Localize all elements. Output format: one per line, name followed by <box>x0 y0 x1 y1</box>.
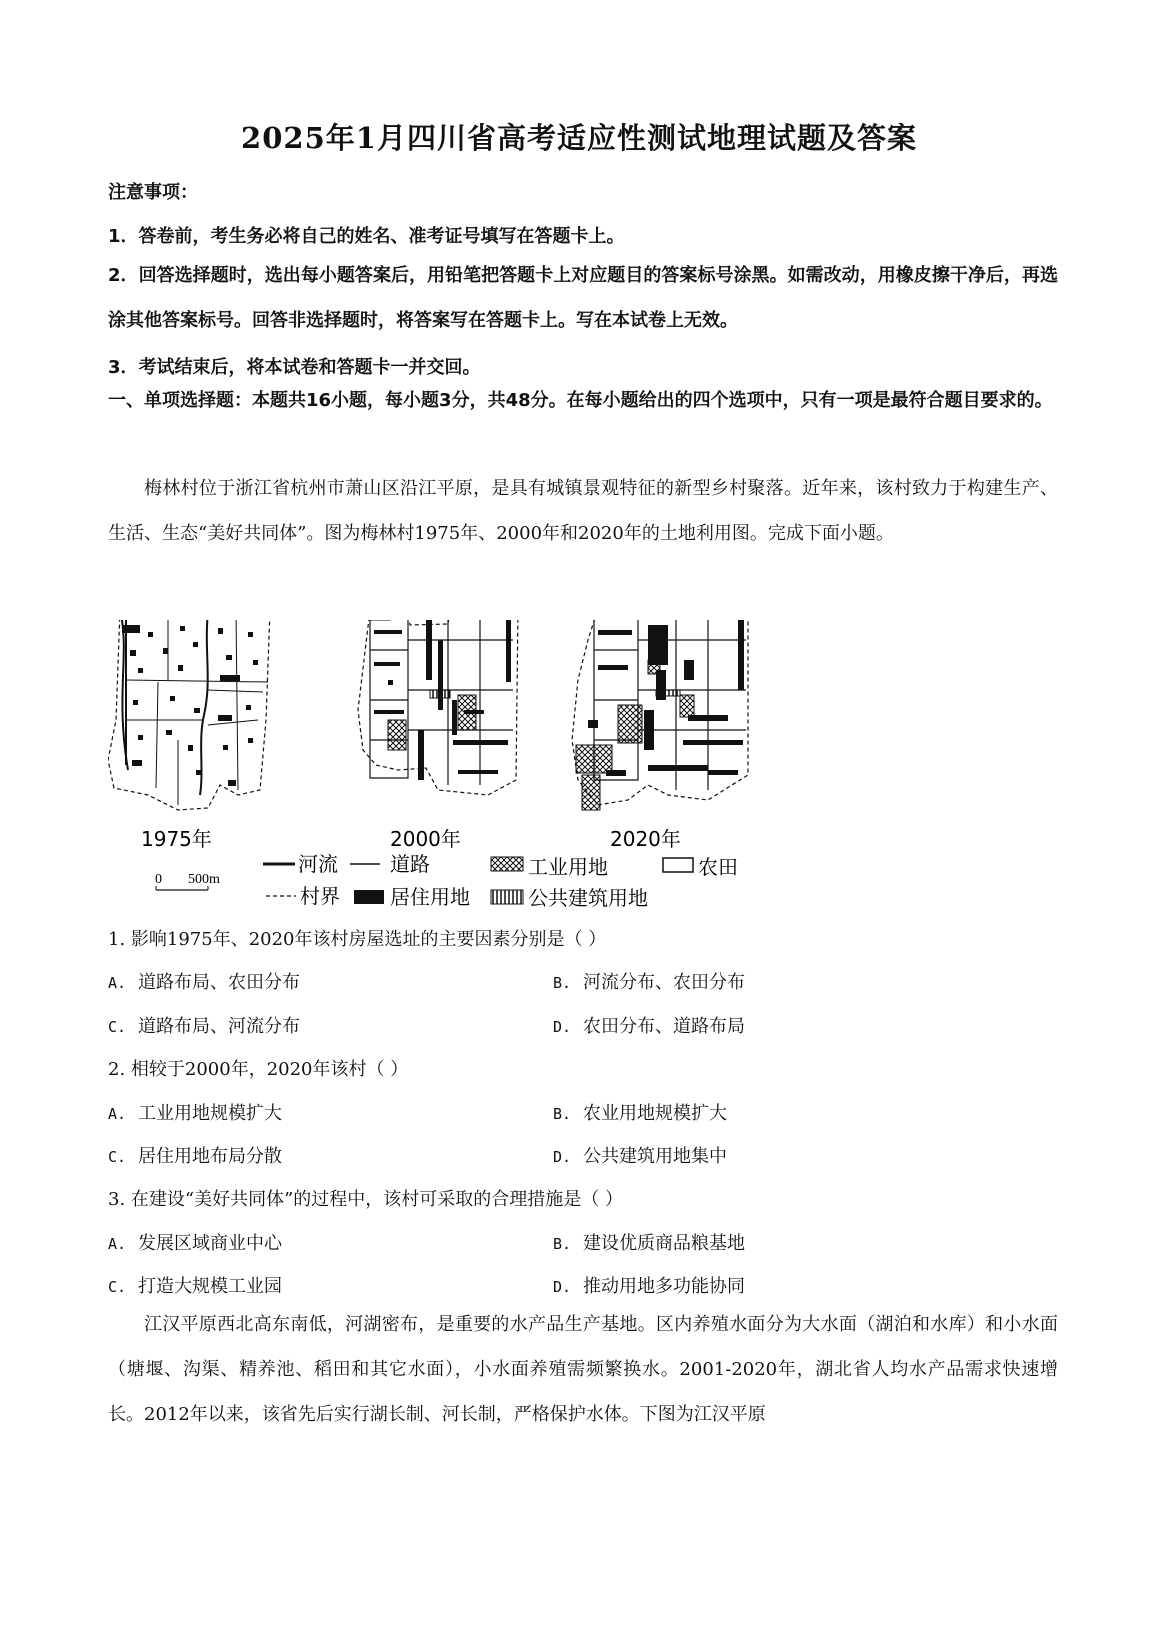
legend-industrial: 工业用地 <box>528 855 608 879</box>
section-heading: 一、单项选择题：本题共16小题，每小题3分，共48分。在每小题给出的四个选项中，只有一项是最符合题目要求的。 <box>108 390 1053 411</box>
map-2020 <box>572 620 748 851</box>
note-item: 2．回答选择题时，选出每小题答案后，用铅笔把答题卡上对应题目的答案标号涂黑。如需改动，用橡皮擦干净后，再选涂其他答案标号。回答非选择题时，将答案写在答题卡上。写在本试卷上无效。 <box>108 265 1058 331</box>
question-stem: 2. 相较于2000年，2020年该村（ ） <box>108 1059 409 1080</box>
legend-river: 河流 <box>298 852 338 876</box>
year-label: 2000年 <box>390 827 461 851</box>
passage-2: 江汉平原西北高东南低，河湖密布，是重要的水产品生产基地。区内养殖水面分为大水面（湖泊和水库）和小水面（塘堰、沟渠、精养池、稻田和其它水面），小水面养殖需频繁换水。2001-2020年，湖北省人均水产品需求快速增长。2012年以来，该省先后实行湖长制、河长制，严格保护水体。下图为江汉平原 <box>108 1314 1058 1425</box>
option-b[interactable]: B. 建设优质商品粮基地 <box>553 1233 745 1254</box>
legend-public: 公共建筑用地 <box>528 886 648 910</box>
year-label: 2020年 <box>610 827 681 851</box>
option-a[interactable]: A. 发展区域商业中心 <box>108 1233 282 1254</box>
question-stem: 1. 影响1975年、2020年该村房屋选址的主要因素分别是（ ） <box>108 929 607 950</box>
option-a[interactable]: A. 道路布局、农田分布 <box>108 972 300 993</box>
legend-boundary: 村界 <box>300 884 340 908</box>
map-legend <box>155 852 738 910</box>
legend-farmland: 农田 <box>698 855 738 879</box>
notes-heading: 注意事项： <box>108 182 198 203</box>
option-b[interactable]: B. 农业用地规模扩大 <box>553 1103 727 1124</box>
page-title: 2025年1月四川省高考适应性测试地理试题及答案 <box>241 121 917 155</box>
option-b[interactable]: B. 河流分布、农田分布 <box>553 972 745 993</box>
option-c[interactable]: C. 打造大规模工业园 <box>108 1276 282 1297</box>
land-use-maps <box>108 620 808 960</box>
option-d[interactable]: D. 推动用地多功能协同 <box>553 1276 745 1297</box>
legend-road: 道路 <box>390 852 430 876</box>
year-label: 1975年 <box>141 827 212 851</box>
scale-length: 500m <box>188 872 220 887</box>
option-d[interactable]: D. 农田分布、道路布局 <box>553 1016 745 1037</box>
option-d[interactable]: D. 公共建筑用地集中 <box>553 1146 727 1167</box>
legend-residential: 居住用地 <box>390 885 470 909</box>
scale-zero: 0 <box>155 872 162 887</box>
map-1975 <box>108 620 270 851</box>
map-2000 <box>358 620 518 851</box>
option-c[interactable]: C. 居住用地布局分散 <box>108 1146 282 1167</box>
passage-1: 梅林村位于浙江省杭州市萧山区沿江平原，是具有城镇景观特征的新型乡村聚落。近年来，该村致力于构建生产、生活、生态“美好共同体”。图为梅林村1975年、2000年和2020年的土地利用图。完成下面小题。 <box>108 478 1058 544</box>
note-item: 1．答卷前，考生务必将自己的姓名、准考证号填写在答题卡上。 <box>108 226 625 247</box>
note-item: 3．考试结束后，将本试卷和答题卡一并交回。 <box>108 357 481 378</box>
question-stem: 3. 在建设“美好共同体”的过程中，该村可采取的合理措施是（ ） <box>108 1189 624 1210</box>
land-use-figure <box>108 620 808 960</box>
option-c[interactable]: C. 道路布局、河流分布 <box>108 1016 300 1037</box>
option-a[interactable]: A. 工业用地规模扩大 <box>108 1103 282 1124</box>
